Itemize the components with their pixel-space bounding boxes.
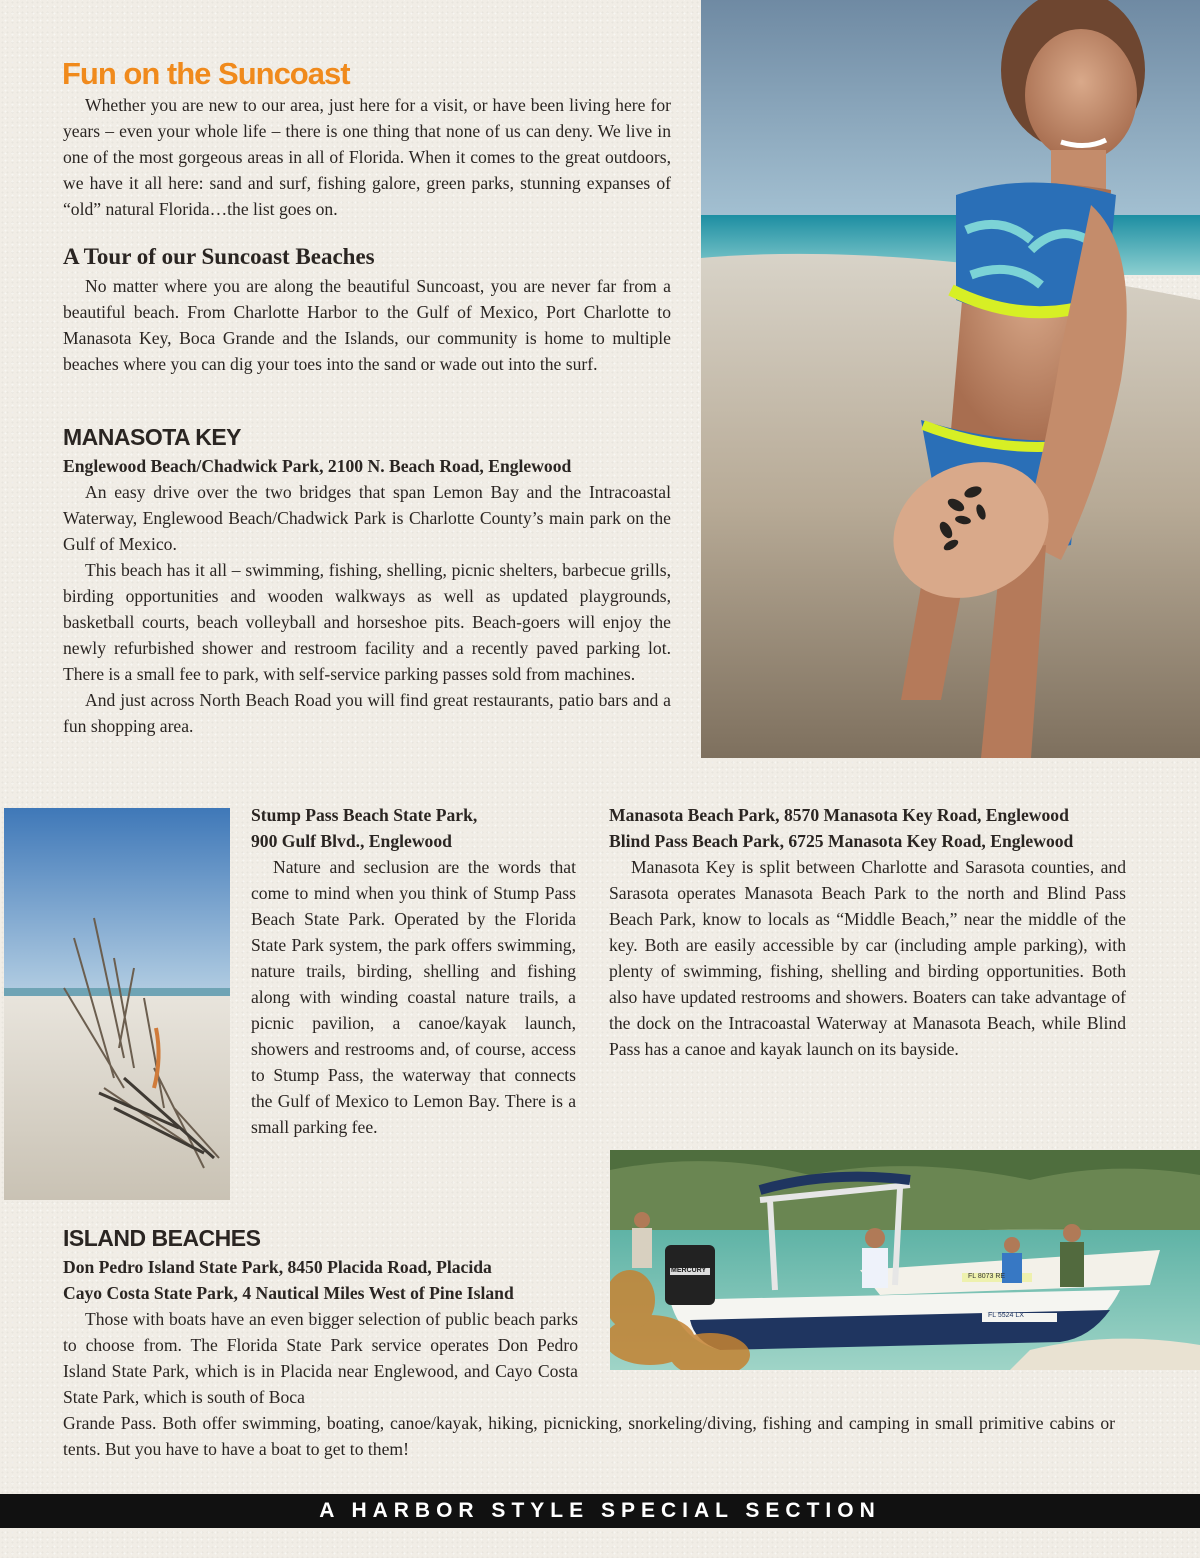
stump-pass-address: 900 Gulf Blvd., Englewood [251, 831, 452, 851]
englewood-paragraph-1: An easy drive over the two bridges that span Lemon Bay and the Intracoastal Waterway, Englewood Beach/Chadwick Park is Charlotte County’s main park on the Gulf of Mexico. [63, 482, 671, 554]
island-paragraph-continued [63, 1410, 1115, 1462]
tour-block [63, 273, 671, 377]
island-beaches-heading: ISLAND BEACHES [63, 1225, 261, 1251]
island-paragraph-part-1: Those with boats have an even bigger selection of public beach parks to choose from. The Florida State Park service operates Don Pedro Island State Park, which is in Placida near Englewood, and Cayo Costa State Park, which is south of Boca [63, 1309, 578, 1407]
special-section-footer: A HARBOR STYLE SPECIAL SECTION [0, 1494, 1200, 1528]
englewood-beach-subheading: Englewood Beach/Chadwick Park, 2100 N. Beach Road, Englewood [63, 456, 572, 476]
driftwood-beach-photo [4, 808, 230, 1200]
manasota-beach-subheading: Manasota Beach Park, 8570 Manasota Key Road, Englewood [609, 805, 1069, 825]
englewood-paragraph-2: This beach has it all – swimming, fishing, shelling, picnic shelters, barbecue grills, birding opportunities and wooden walkways as well as updated playgrounds, basketball courts, beach volleyball and horseshoe pits. Beach-goers will enjoy the newly refurbished shower and restroom facility and a recently paved parking lot. There is a small fee to park, with self-service parking passes sold from machines. [63, 560, 671, 684]
island-paragraph-part-2: Grande Pass. Both offer swimming, boating, canoe/kayak, hiking, picnicking, snorkeling/diving, fishing and camping in small primitive cabins or tents. But you have to have a boat to get to them! [63, 1413, 1115, 1459]
stump-pass-paragraph: Nature and seclusion are the words that come to mind when you think of Stump Pass Beach State Park. Operated by the Florida State Park system, the park offers swimming, nature trails, birding, shelling and fishing along with winding coastal nature trails, a picnic pavilion, a canoe/kayak launch, showers and restrooms and, of course, access to Stump Pass, the waterway that connects the Gulf of Mexico to Lemon Bay. There is a small parking fee. [251, 857, 576, 1137]
manasota-key-heading: MANASOTA KEY [63, 424, 241, 450]
stump-pass-block [251, 802, 576, 1140]
don-pedro-subheading: Don Pedro Island State Park, 8450 Placida Road, Placida [63, 1257, 492, 1277]
motor-brand: MERCURY [671, 1267, 707, 1274]
intro-paragraph: Whether you are new to our area, just here for a visit, or have been living here for years – even your whole life – there is one thing that none of us can deny. We live in one of the most gorgeous areas in all of Florida. When it comes to the great outdoors, we have it all here: sand and surf, fishing galore, green parks, stunning expanses of “old” natural Florida…the list goes on. [63, 95, 671, 219]
boat-registration-2: FL 8073 RE [968, 1273, 1006, 1280]
boat-registration: FL 5524 LX [988, 1312, 1024, 1319]
island-beaches-block [63, 1254, 578, 1410]
intro-block [63, 92, 671, 222]
manasota-beach-block [609, 802, 1126, 1062]
manasota-key-block [63, 453, 671, 739]
boats-at-sandbar-photo [610, 1150, 1200, 1370]
page-title: Fun on the Suncoast [62, 56, 350, 91]
blind-pass-subheading: Blind Pass Beach Park, 6725 Manasota Key Road, Englewood [609, 831, 1074, 851]
englewood-paragraph-3: And just across North Beach Road you will find great restaurants, patio bars and a fun shopping area. [63, 690, 671, 736]
cayo-costa-subheading: Cayo Costa State Park, 4 Nautical Miles West of Pine Island [63, 1283, 514, 1303]
stump-pass-subheading: Stump Pass Beach State Park, [251, 805, 478, 825]
tour-heading: A Tour of our Suncoast Beaches [63, 244, 375, 269]
tour-paragraph: No matter where you are along the beautiful Suncoast, you are never far from a beautiful beach. From Charlotte Harbor to the Gulf of Mexico, Port Charlotte to Manasota Key, Boca Grande and the Islands, our community is home to multiple beaches where you can dig your toes into the sand or wade out into the surf. [63, 276, 671, 374]
manasota-beach-paragraph: Manasota Key is split between Charlotte and Sarasota counties, and Sarasota operates Manasota Beach Park to the north and Blind Pass Beach Park, know to locals as “Middle Beach,” near the middle of the key. Both are easily accessible by car (including ample parking), with plenty of swimming, fishing, shelling and birding opportunities. Both also have updated restrooms and showers. Boaters can take advantage of the dock on the Intracoastal Waterway at Manasota Beach, while Blind Pass has a canoe and kayak launch on its bayside. [609, 857, 1126, 1059]
girl-with-shells-photo [701, 0, 1200, 758]
